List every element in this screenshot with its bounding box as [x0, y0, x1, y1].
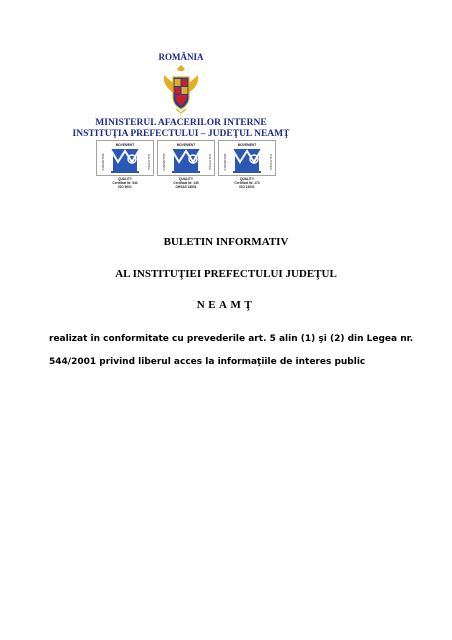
badge-caption: QUALITY Certificat Nr. 174 ISO 14001 — [234, 177, 260, 190]
institution-name: INSTITUŢIA PREFECTULUI – JUDEŢUL NEAMŢ — [72, 129, 290, 139]
document-title-line-3: NEAMŢ — [196, 299, 256, 311]
badge-right-label: CALITATEA — [147, 154, 151, 170]
certification-badge-iso14001 — [218, 140, 276, 196]
ministry-name: MINISTERUL AFACERILOR INTERNE — [95, 118, 267, 128]
country-name: ROMÂNIA — [158, 52, 204, 62]
badge-left-label: SIGURANTA — [162, 153, 166, 171]
badge-right-label: CALITATEA — [208, 154, 212, 170]
quality-certification-icon — [96, 140, 154, 176]
document-title-line-2: AL INSTITUŢIEI PREFECTULUI JUDEŢUL — [115, 268, 337, 280]
document-title-line-1: BULETIN INFORMATIV — [163, 236, 289, 248]
certification-badge-ohsas18001 — [157, 140, 215, 196]
legal-basis-line-1: realizat în conformitate cu prevederile art. 5 alin (1) şi (2) din Legea nr. — [49, 334, 414, 344]
quality-certification-icon — [157, 140, 215, 176]
badge-caption: QUALITY Certificat Nr. 149 OHSAS 18001 — [173, 177, 199, 190]
badge-top-label: MOVEMENT — [115, 143, 135, 147]
coat-of-arms-icon — [160, 63, 202, 115]
certification-badge-iso9001 — [96, 140, 154, 196]
legal-basis-line-2: 544/2001 privind liberul acces la informaţiile de interes public — [49, 357, 366, 367]
badge-caption: QUALITY Certificat Nr. 544 ISO 9001 — [112, 177, 138, 190]
badge-left-label: SIGURANTA — [223, 153, 227, 171]
badge-left-label: SIGURANTA — [101, 153, 105, 171]
badge-top-label: MOVEMENT — [237, 143, 257, 147]
quality-certification-icon — [218, 140, 276, 176]
badge-right-label: CALITATEA — [269, 154, 273, 170]
badge-top-label: MOVEMENT — [176, 143, 196, 147]
